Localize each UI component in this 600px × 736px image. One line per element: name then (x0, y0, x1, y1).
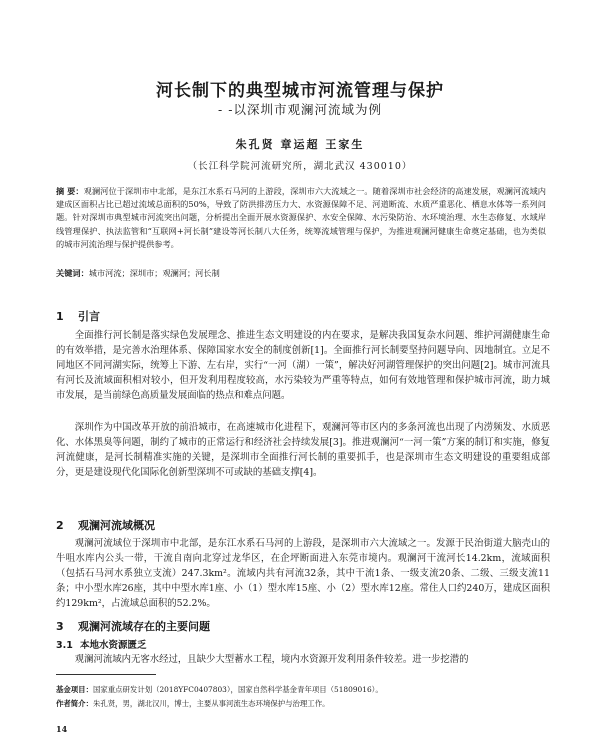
author-list: 朱孔贤 章运超 王家生 (235, 138, 365, 151)
abstract-label: 摘 要： (56, 186, 84, 196)
page-number: 14 (56, 724, 68, 734)
paper-title: 河长制下的典型城市河流管理与保护 (156, 81, 444, 101)
footnote-funding (56, 684, 550, 695)
footnote-text: 国家重点研发计划（2018YFC0407803），国家自然科学基金青年项目（51809016）。 (92, 685, 383, 694)
subsection-title: 本地水资源匮乏 (80, 640, 147, 651)
section-title: 引言 (78, 310, 100, 323)
footnote-author-bio (56, 698, 550, 709)
section-number: 3 (56, 620, 64, 633)
footnote-text: 朱孔贤，男，湖北汉川，博士，主要从事河流生态环境保护与治理工作。 (92, 699, 330, 708)
section-heading-1 (56, 308, 100, 324)
section-title: 观澜河流域概况 (78, 519, 155, 532)
subsection-number: 3.1 (56, 640, 73, 651)
footnote-label: 作者简介： (56, 699, 93, 708)
affiliation: （长江科学院河流研究所，湖北武汉 430010） (187, 161, 413, 172)
section-title: 观澜河流域存在的主要问题 (78, 620, 210, 633)
section-number: 1 (56, 310, 64, 323)
section-number: 2 (56, 519, 64, 532)
subsection-heading-3-1 (56, 637, 147, 651)
footnote-label: 基金项目： (56, 685, 93, 694)
keywords-label: 关键词： (56, 268, 89, 278)
section-heading-2 (56, 517, 155, 533)
keywords (56, 267, 546, 280)
abstract-text: 观澜河位于深圳市中北部，是东江水系石马河的上游段，深圳市六大流域之一。随着深圳市社会经济的高速发展，观澜河流域内建成区面积占比已超过流域总面积的50%，导致了防洪排涝压力大、水资源保障不足、河道断流、水质严重恶化、栖息水体等一系列问题。针对深圳市典型城市河流突出问题，分析提出全面开展水资源保护、水安全保障、水污染防治、水环境治理、水生态修复、水域岸线管理保护、执法监管和“互联网+河长制”建设等河长制八大任务，统筹流域管理与保护，为推进观澜河健康生命奠定基础，也为类似的城市河流治理与保护提供参考。 (56, 186, 546, 249)
keywords-text: 城市河流；深圳市；观澜河；河长制 (88, 268, 220, 278)
footnote-divider (56, 674, 156, 675)
abstract (56, 185, 546, 251)
body-paragraph: 深圳作为中国改革开放的前沿城市，在高速城市化进程下，观澜河等市区内的多条河流也出现了内涝频发、水质恶化、水体黑臭等问题，制约了城市的正常运行和经济社会持续发展[3]。推进观澜河“一河一策”方案的制订和实施，修复河流健康，是河长制精准实施的关键，是深圳市全面推行河长制的重要抓手，也是深圳市生态文明建设的重要组成部分，更是建设现代化国际化创新型深圳不可或缺的基础支撑[4]。 (56, 422, 550, 478)
body-paragraph: 观澜河流域位于深圳市中北部，是东江水系石马河的上游段，是深圳市六大流域之一。发源于民治街道大脑壳山的牛咀水库内公头一带，干流自南向北穿过龙华区，在企坪断面进入东莞市境内。观澜河干流河长14.2km，流域面积（包括石马河水系独立支流）247.3km²。流域内共有河流32条，其中干流1条、一级支流20条、二级、三级支流11条；中小型水库26座，其中中型水库1座、小（1）型水库15座、小（2）型水库12座。常住人口约240万，建成区面积约129km²，占流域总面积的52.2%。 (56, 538, 550, 609)
body-paragraph: 全面推行河长制是落实绿色发展理念、推进生态文明建设的内在要求，是解决我国复杂水问题、维护河湖健康生命的有效举措，是完善水治理体系、保障国家水安全的制度创新[1]。全面推行河长制要坚持问题导向、因地制宜。立足不同地区不同河湖实际，统筹上下游、左右岸，实行“一河（湖）一策”，解决好河湖管理保护的突出问题[2]。城市河流具有河长及流域面积相对较小，但开发利用程度较高，水污染较为严重等特点，如何有效地管理和保护城市河流，助力城市发展，是当前绿色高质量发展面临的热点和难点问题。 (56, 330, 550, 401)
body-paragraph: 观澜河流域内无客水经过，且缺少大型蓄水工程，境内水资源开发利用条件较差。进一步挖潜的 (74, 654, 469, 665)
paper-subtitle: - -以深圳市观澜河流域为例 (218, 102, 382, 117)
section-heading-3 (56, 618, 210, 634)
